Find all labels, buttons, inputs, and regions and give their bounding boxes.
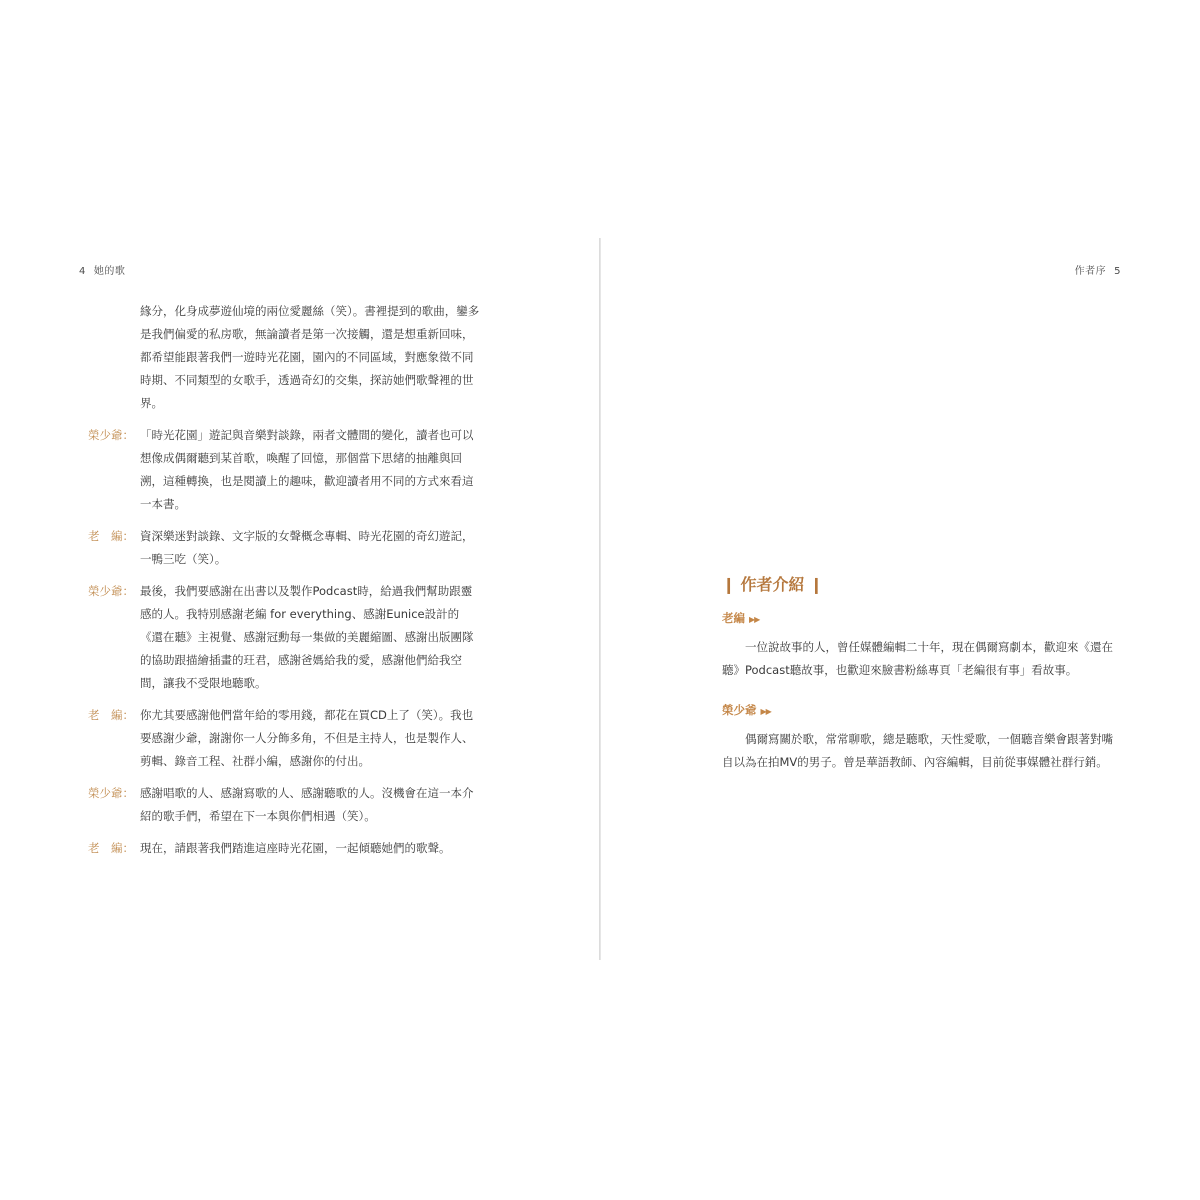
author-name-text: 榮少爺: [722, 703, 757, 717]
speaker-label: 老 編：: [88, 708, 134, 722]
speaker-label: 榮少爺：: [88, 786, 134, 800]
title-bar-left-icon: ❙: [722, 575, 741, 594]
double-arrow-icon: ▶▶: [760, 707, 771, 716]
dialogue-paragraph: [88, 704, 480, 773]
speaker-label: 老 編：: [88, 841, 134, 855]
right-running-head: [1075, 262, 1121, 277]
author-bio: 一位說故事的人，曾任媒體編輯二十年，現在偶爾寫劇本，歡迎來《還在聽》Podcast聽故事，也歡迎來臉書粉絲專頁「老編很有事」看故事。: [722, 640, 1113, 677]
dialogue-paragraph: [88, 837, 480, 860]
dialogue-paragraph: [88, 580, 480, 695]
author-intro-section: [722, 572, 1117, 792]
left-page-number: 4: [79, 266, 86, 277]
section-title-text: 作者介紹: [740, 575, 805, 594]
dialogue-paragraph: [88, 782, 480, 828]
right-running-title: 作者序: [1074, 266, 1107, 277]
speaker-label: 榮少爺：: [88, 584, 134, 598]
speaker-label: [88, 300, 140, 415]
right-page-number: 5: [1114, 266, 1121, 277]
left-running-head: [79, 262, 125, 277]
left-page-body: [88, 300, 480, 869]
double-arrow-icon: ▶▶: [749, 615, 760, 624]
author-name: [722, 700, 1117, 722]
paragraph-text: 「時光花園」遊記與音樂對談錄，兩者文體間的變化，讀者也可以想像成偶爾聽到某首歌，喚醒了回憶，那個當下思緒的抽離與回溯，這種轉換，也是閱讀上的趣味，歡迎讀者用不同的方式來看這一本書。: [140, 428, 474, 511]
dialogue-paragraph: [88, 424, 480, 516]
dialogue-paragraph: [88, 525, 480, 571]
dialogue-paragraph: [88, 300, 480, 415]
paragraph-text: 最後，我們要感謝在出書以及製作Podcast時，給過我們幫助跟靈感的人。我特別感謝老編 for everything、感謝Eunice設計的《還在聽》主視覺、感謝冠勳每一集做的美麗縮圖、感謝出版團隊的協助跟描繪插畫的玨君，感謝爸媽給我的愛，感謝他們給我空間，讓我不受限地聽歌。: [140, 584, 474, 690]
speaker-label: 老 編：: [88, 529, 134, 543]
author-name-text: 老編: [722, 611, 745, 625]
left-running-title: 她的歌: [93, 266, 126, 277]
speaker-label: 榮少爺：: [88, 428, 134, 442]
author-bio: 偶爾寫關於歌，常常聊歌，總是聽歌，天性愛歌，一個聽音樂會跟著對嘴自以為在拍MV的男子。曾是華語教師、內容編輯，目前從事媒體社群行銷。: [722, 732, 1113, 769]
paragraph-text: 感謝唱歌的人、感謝寫歌的人、感謝聽歌的人。沒機會在這一本介紹的歌手們，希望在下一本與你們相遇（笑）。: [140, 786, 474, 823]
page-gutter: [599, 238, 601, 960]
section-title: [722, 572, 1117, 598]
paragraph-text: 現在，請跟著我們踏進這座時光花園，一起傾聽她們的歌聲。: [140, 841, 451, 855]
paragraph-text: 資深樂迷對談錄、文字版的女聲概念專輯、時光花園的奇幻遊記，一鴨三吃（笑）。: [140, 529, 474, 566]
paragraph-text: 你尤其要感謝他們當年給的零用錢，都花在買CD上了（笑）。我也要感謝少爺，謝謝你一人分飾多角，不但是主持人，也是製作人、剪輯、錄音工程、社群小編，感謝你的付出。: [140, 708, 474, 768]
title-bar-right-icon: ❙: [804, 575, 824, 594]
author-name: [722, 608, 1117, 630]
paragraph-text: 緣分，化身成夢遊仙境的兩位愛麗絲（笑）。書裡提到的歌曲，鑾多是我們偏愛的私房歌，無論讀者是第一次接觸，還是想重新回味，都希望能跟著我們一遊時光花園，園內的不同區域，對應象徵不同時期、不同類型的女歌手，透過奇幻的交集，探訪她們歌聲裡的世界。: [140, 304, 480, 410]
